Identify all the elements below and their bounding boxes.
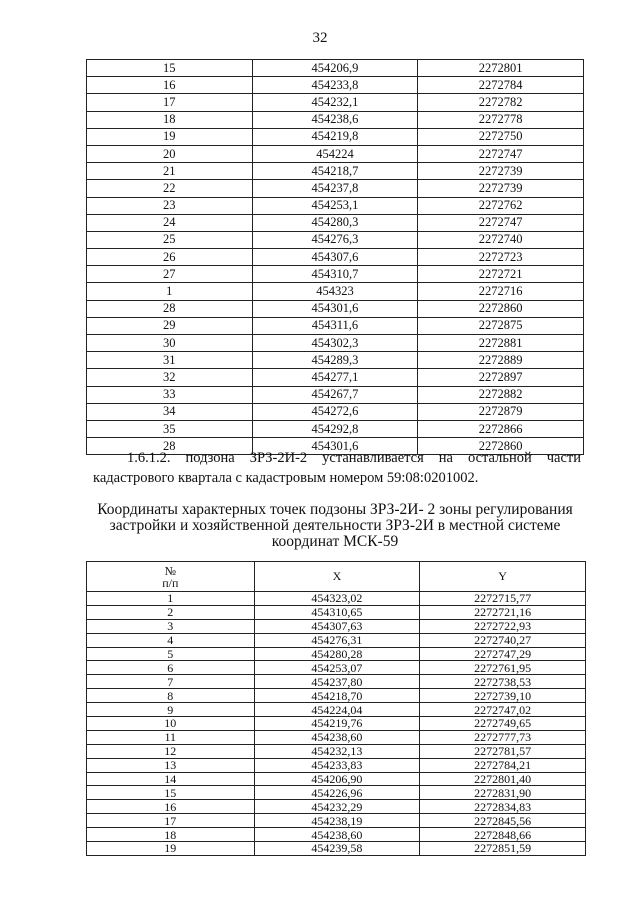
- point-number-cell: 28: [87, 300, 253, 317]
- y-coordinate-cell: 2272848,66: [420, 828, 586, 842]
- table-row: [87, 619, 586, 633]
- table-row: [87, 730, 586, 744]
- header-number-line-2: п/п: [162, 575, 179, 590]
- table-row: [87, 283, 584, 300]
- point-number-cell: 22: [87, 180, 253, 197]
- heading-line-2: застройки и хозяйственной деятельности ЗРЗ-2И в местной системе: [109, 517, 561, 534]
- y-coordinate-cell: 2272801: [418, 60, 584, 77]
- x-coordinate-cell: 454277,1: [252, 369, 418, 386]
- table-row: [87, 249, 584, 266]
- x-coordinate-cell: 454206,90: [254, 772, 420, 786]
- table-row: [87, 128, 584, 145]
- table-row: [87, 420, 584, 437]
- table-row: [87, 689, 586, 703]
- table-row: [87, 386, 584, 403]
- y-coordinate-cell: 2272784,21: [420, 758, 586, 772]
- paragraph-line-1: 1.6.1.2. подзона ЗРЗ-2И-2 устанавливается на остальной части: [127, 450, 581, 466]
- x-coordinate-cell: 454237,8: [252, 180, 418, 197]
- point-number-cell: 1: [87, 283, 253, 300]
- table1-body: [87, 60, 584, 455]
- x-coordinate-cell: 454253,1: [252, 197, 418, 214]
- table-row: [87, 717, 586, 731]
- point-number-cell: 12: [87, 744, 255, 758]
- x-coordinate-cell: 454232,13: [254, 744, 420, 758]
- x-coordinate-cell: 454219,8: [252, 128, 418, 145]
- x-coordinate-cell: 454232,1: [252, 94, 418, 111]
- y-coordinate-cell: 2272750: [418, 128, 584, 145]
- point-number-cell: 5: [87, 647, 255, 661]
- table-row: [87, 111, 584, 128]
- table-row: [87, 300, 584, 317]
- point-number-cell: 30: [87, 335, 253, 352]
- x-coordinate-cell: 454310,65: [254, 605, 420, 619]
- x-coordinate-cell: 454219,76: [254, 717, 420, 731]
- x-coordinate-cell: 454280,28: [254, 647, 420, 661]
- y-coordinate-cell: 2272739,10: [420, 689, 586, 703]
- x-coordinate-cell: 454323: [252, 283, 418, 300]
- table-row: [87, 317, 584, 334]
- y-coordinate-cell: 2272781,57: [420, 744, 586, 758]
- y-coordinate-cell: 2272845,56: [420, 814, 586, 828]
- x-coordinate-cell: 454276,3: [252, 231, 418, 248]
- table-row: [87, 403, 584, 420]
- y-coordinate-cell: 2272716: [418, 283, 584, 300]
- x-coordinate-cell: 454311,6: [252, 317, 418, 334]
- point-number-cell: 8: [87, 689, 255, 703]
- y-coordinate-cell: 2272851,59: [420, 842, 586, 856]
- point-number-cell: 9: [87, 703, 255, 717]
- y-coordinate-cell: 2272866: [418, 420, 584, 437]
- table-row: [87, 647, 586, 661]
- point-number-cell: 35: [87, 420, 253, 437]
- table-row: [87, 266, 584, 283]
- table-row: [87, 352, 584, 369]
- table-row: [87, 214, 584, 231]
- x-coordinate-cell: 454310,7: [252, 266, 418, 283]
- point-number-cell: 18: [87, 828, 255, 842]
- point-number-cell: 17: [87, 814, 255, 828]
- table-row: [87, 786, 586, 800]
- x-coordinate-cell: 454206,9: [252, 60, 418, 77]
- point-number-cell: 28: [87, 438, 253, 455]
- point-number-cell: 19: [87, 842, 255, 856]
- x-coordinate-cell: 454301,6: [252, 300, 418, 317]
- x-coordinate-cell: 454233,8: [252, 77, 418, 94]
- x-coordinate-cell: 454226,96: [254, 786, 420, 800]
- x-coordinate-cell: 454301,6: [252, 438, 418, 455]
- point-number-cell: 2: [87, 605, 255, 619]
- table-row: [87, 842, 586, 856]
- table-row: [87, 605, 586, 619]
- y-coordinate-cell: 2272740,27: [420, 633, 586, 647]
- point-number-cell: 34: [87, 403, 253, 420]
- y-coordinate-cell: 2272721,16: [420, 605, 586, 619]
- point-number-cell: 33: [87, 386, 253, 403]
- x-coordinate-cell: 454292,8: [252, 420, 418, 437]
- point-number-cell: 24: [87, 214, 253, 231]
- x-coordinate-cell: 454224: [252, 145, 418, 162]
- table-row: [87, 800, 586, 814]
- x-coordinate-cell: 454238,60: [254, 730, 420, 744]
- y-coordinate-cell: 2272875: [418, 317, 584, 334]
- table-row: [87, 758, 586, 772]
- y-coordinate-cell: 2272762: [418, 197, 584, 214]
- point-number-cell: 13: [87, 758, 255, 772]
- x-coordinate-cell: 454267,7: [252, 386, 418, 403]
- table-row: [87, 77, 584, 94]
- table-row: [87, 661, 586, 675]
- x-coordinate-cell: 454232,29: [254, 800, 420, 814]
- y-coordinate-cell: 2272715,77: [420, 592, 586, 606]
- header-number-line-1: №: [164, 563, 177, 578]
- x-coordinate-cell: 454239,58: [254, 842, 420, 856]
- point-number-cell: 29: [87, 317, 253, 334]
- point-number-cell: 18: [87, 111, 253, 128]
- table-row: [87, 163, 584, 180]
- table-row: [87, 231, 584, 248]
- x-coordinate-cell: 454302,3: [252, 335, 418, 352]
- x-coordinate-cell: 454224,04: [254, 703, 420, 717]
- point-number-cell: 10: [87, 717, 255, 731]
- heading-line-1: Координаты характерных точек подзоны ЗРЗ-2И- 2 зоны регулирования: [97, 501, 573, 518]
- point-number-cell: 16: [87, 800, 255, 814]
- y-coordinate-cell: 2272740: [418, 231, 584, 248]
- point-number-cell: 15: [87, 786, 255, 800]
- table-row: [87, 197, 584, 214]
- table-row: [87, 60, 584, 77]
- y-coordinate-cell: 2272761,95: [420, 661, 586, 675]
- y-coordinate-cell: 2272784: [418, 77, 584, 94]
- x-coordinate-cell: 454280,3: [252, 214, 418, 231]
- y-coordinate-cell: 2272747,02: [420, 703, 586, 717]
- point-number-cell: 6: [87, 661, 255, 675]
- x-coordinate-cell: 454289,3: [252, 352, 418, 369]
- point-number-cell: 31: [87, 352, 253, 369]
- point-number-cell: 14: [87, 772, 255, 786]
- point-number-cell: 23: [87, 197, 253, 214]
- y-coordinate-cell: 2272831,90: [420, 786, 586, 800]
- table2-body: [87, 592, 586, 856]
- table-row: [87, 335, 584, 352]
- x-coordinate-cell: 454253,07: [254, 661, 420, 675]
- y-coordinate-cell: 2272801,40: [420, 772, 586, 786]
- x-coordinate-cell: 454323,02: [254, 592, 420, 606]
- y-coordinate-cell: 2272782: [418, 94, 584, 111]
- point-number-cell: 3: [87, 619, 255, 633]
- header-number: [87, 562, 255, 592]
- table-row: [87, 772, 586, 786]
- y-coordinate-cell: 2272738,53: [420, 675, 586, 689]
- y-coordinate-cell: 2272778: [418, 111, 584, 128]
- y-coordinate-cell: 2272747: [418, 145, 584, 162]
- x-coordinate-cell: 454272,6: [252, 403, 418, 420]
- x-coordinate-cell: 454238,60: [254, 828, 420, 842]
- point-number-cell: 20: [87, 145, 253, 162]
- point-number-cell: 11: [87, 730, 255, 744]
- table-row: [87, 828, 586, 842]
- x-coordinate-cell: 454307,6: [252, 249, 418, 266]
- y-coordinate-cell: 2272747,29: [420, 647, 586, 661]
- y-coordinate-cell: 2272723: [418, 249, 584, 266]
- point-number-cell: 19: [87, 128, 253, 145]
- point-number-cell: 7: [87, 675, 255, 689]
- table-row: [87, 369, 584, 386]
- y-coordinate-cell: 2272889: [418, 352, 584, 369]
- point-number-cell: 21: [87, 163, 253, 180]
- y-coordinate-cell: 2272860: [418, 438, 584, 455]
- y-coordinate-cell: 2272897: [418, 369, 584, 386]
- table-row: [87, 703, 586, 717]
- table-row: [87, 675, 586, 689]
- y-coordinate-cell: 2272749,65: [420, 717, 586, 731]
- point-number-cell: 15: [87, 60, 253, 77]
- y-coordinate-cell: 2272739: [418, 163, 584, 180]
- x-coordinate-cell: 454218,70: [254, 689, 420, 703]
- x-coordinate-cell: 454307,63: [254, 619, 420, 633]
- table-row: [87, 180, 584, 197]
- x-coordinate-cell: 454233,83: [254, 758, 420, 772]
- point-number-cell: 4: [87, 633, 255, 647]
- table-row: [87, 744, 586, 758]
- header-y: Y: [420, 562, 586, 592]
- y-coordinate-cell: 2272777,73: [420, 730, 586, 744]
- page-number: 32: [312, 30, 328, 46]
- heading-line-3: координат МСК-59: [271, 533, 399, 550]
- coordinates-table-msk59: [86, 561, 586, 856]
- y-coordinate-cell: 2272882: [418, 386, 584, 403]
- y-coordinate-cell: 2272722,93: [420, 619, 586, 633]
- x-coordinate-cell: 454237,80: [254, 675, 420, 689]
- table-row: [87, 633, 586, 647]
- y-coordinate-cell: 2272747: [418, 214, 584, 231]
- point-number-cell: 26: [87, 249, 253, 266]
- section-heading: [80, 502, 590, 550]
- x-coordinate-cell: 454218,7: [252, 163, 418, 180]
- point-number-cell: 17: [87, 94, 253, 111]
- coordinates-table-continued: [86, 59, 584, 455]
- y-coordinate-cell: 2272834,83: [420, 800, 586, 814]
- table-row: [87, 814, 586, 828]
- table-header-row: [87, 562, 586, 592]
- point-number-cell: 25: [87, 231, 253, 248]
- point-number-cell: 27: [87, 266, 253, 283]
- point-number-cell: 32: [87, 369, 253, 386]
- y-coordinate-cell: 2272860: [418, 300, 584, 317]
- x-coordinate-cell: 454238,6: [252, 111, 418, 128]
- point-number-cell: 16: [87, 77, 253, 94]
- y-coordinate-cell: 2272879: [418, 403, 584, 420]
- y-coordinate-cell: 2272739: [418, 180, 584, 197]
- point-number-cell: 1: [87, 592, 255, 606]
- table-row: [87, 592, 586, 606]
- y-coordinate-cell: 2272721: [418, 266, 584, 283]
- header-x: X: [254, 562, 420, 592]
- table-row: [87, 94, 584, 111]
- y-coordinate-cell: 2272881: [418, 335, 584, 352]
- x-coordinate-cell: 454238,19: [254, 814, 420, 828]
- table-row: [87, 145, 584, 162]
- x-coordinate-cell: 454276,31: [254, 633, 420, 647]
- paragraph-line-2: кадастрового квартала с кадастровым номером 59:08:0201002.: [93, 470, 479, 486]
